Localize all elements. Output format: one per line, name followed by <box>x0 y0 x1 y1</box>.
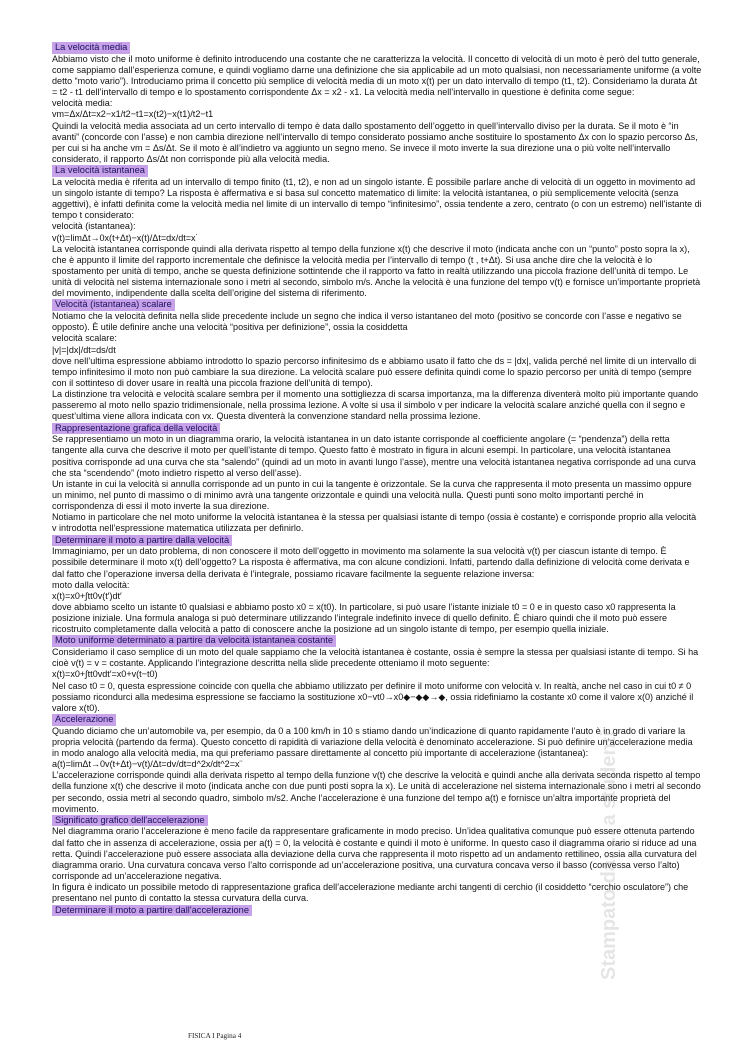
paragraph: Nel diagramma orario l’accelerazione è meno facile da rappresentare graficamente in modo preciso. Un’idea qualitativa comunque può essere ottenuta partendo dal fatto che in assenza di accelerazione, ossia per a(t) = 0, la velocità è costante e quindi il moto è uniforme. In questo caso il diagramma orario si riduce ad una retta. Quindi l’accelerazione può essere associata alla deviazione della curva che rappresenta il moto rispetto ad un andamento rettilineo, ossia alla curvatura del diagramma orario. Una curvatura concava verso l’alto corrisponde ad un’accelerazione positiva, una curvatura concava verso il basso (convessa verso l’alto) corrisponde ad un’accelerazione negativa. <box>52 826 697 882</box>
paragraph: Notiamo in particolare che nel moto uniforme la velocità istantanea è la stessa per qualsiasi istante di tempo (ossia è costante) e corrisponde proprio alla velocità v introdotta nell’espressione matematica utilizzata per definirlo. <box>52 512 697 534</box>
paragraph: velocità media: <box>52 98 113 109</box>
paragraph: x(t)=x0+∫tt0v(t′)dt′ <box>52 590 122 601</box>
paragraph: velocità (istantanea): <box>52 221 136 232</box>
section <box>52 423 702 535</box>
paragraph: In figura è indicato un possibile metodo di rappresentazione grafica dell’accelerazione mediante archi tangenti di cerchio (il cosiddetto “cerchio osculatore”) che presentano nel punto di contatto la stessa curvatura della curva. <box>52 882 689 904</box>
section-title: Rappresentazione grafica della velocità <box>52 423 220 435</box>
paragraph: |v|=|dx|/dt=ds/dt <box>52 344 116 355</box>
paragraph: dove abbiamo scelto un istante t0 qualsiasi e abbiamo posto x0 = x(t0). In particolare, si può usare l’istante iniziale t0 = 0 e in questo caso x0 rappresenta la posizione iniziale. Una formula analoga si può determinare utilizzando l’integrale indefinito invece di quello definito. È chiaro quindi che il moto può essere ricostruito completamente dalla velocità a patto di conoscere anche la posizione ad un singolo istante di tempo, per esempio quella iniziale. <box>52 602 676 635</box>
paragraph: La velocità istantanea corrisponde quindi alla derivata rispetto al tempo della funzione x(t) che descrive il moto (indicata anche con un “punto” posto sopra la x), che è appunto il limite del rapporto incrementale che definisce la velocità media per l’intervallo di tempo (t , t+Δt). Si usa anche dire che la velocità è lo spostamento per unità di tempo, anche se questa definizione sottintende che il rapporto va fatto in realtà utilizzando una piccola frazione dell’unità di tempo. Le unità di velocità nel sistema internazionale sono i metri al secondo, simbolo m/s. Anche la velocità è una funzione del tempo v(t) e fornisce un’importante proprietà del movimento, indipendente dalla scelta dell’origine del sistema di riferimento. <box>52 243 701 299</box>
section <box>52 299 702 422</box>
section <box>52 42 702 165</box>
paragraph: Se rappresentiamo un moto in un diagramma orario, la velocità istantanea in un dato istante corrisponde al coefficiente angolare (= “pendenza”) della retta tangente alla curva che descrive il moto per quell’istante di tempo. Questo fatto è mostrato in figura in alcuni esempi. In particolare, una velocità istantanea positiva corrisponde ad una curva che sta “salendo” (quindi ad un moto in avanti lungo l’asse), mentre una velocità istantanea negativa corrisponde ad una curva che sta “scendendo” (moto indietro rispetto al verso dell’asse). <box>52 434 696 478</box>
paragraph: Nel caso t0 = 0, questa espressione coincide con quella che abbiamo utilizzato per definire il moto uniforme con velocità v. In realtà, anche nel caso in cui t0 ≠ 0 possiamo ricondurci alla medesima espressione se facciamo la sostituzione x0−vt0→x0◆−◆◆→◆, ossia ridefiniamo la costante x0 come il valore x(0) anziché il valore x(t0). <box>52 680 694 713</box>
paragraph: moto dalla velocità: <box>52 579 130 590</box>
paragraph: v(t)=limΔt→0x(t+Δt)−x(t)/Δt=dx/dt=x˙ <box>52 232 199 243</box>
paragraph: Notiamo che la velocità definita nella slide precedente include un segno che indica il verso istantaneo del moto (positivo se concorde con l’asse e negativo se opposto). È utile definire anche una velocità “positiva per definizione”, ossia la cosiddetta <box>52 311 682 333</box>
paragraph: Quindi la velocità media associata ad un certo intervallo di tempo è data dallo spostamento dell’oggetto in quell’intervallo diviso per la durata. Se il moto è “in avanti” (concorde con l’asse) e non cambia direzione nell’intervallo di tempo considerato possiamo anche sostituire lo spostamento Δx con lo spazio percorso Δs, per cui si ha anche vm = Δs/Δt. Se il moto è all’indietro va aggiunto un segno meno. Se invece il moto inverte la sua direzione una o più volte nell’intervallo considerato, il rapporto Δs/Δt non corrisponde più alla velocità media. <box>52 120 698 164</box>
paragraph: dove nell’ultima espressione abbiamo introdotto lo spazio percorso infinitesimo ds e abbiamo usato il fatto che ds = |dx|, valida perché nel limite di un intervallo di tempo infinitesimo il moto non può cambiare la sua direzione. La velocità scalare può essere definita quindi come lo spazio percorso per unità di tempo (sempre con il sottinteso di dover usare in realtà una piccola frazione dell’unità di tempo). <box>52 355 697 388</box>
paragraph: Immaginiamo, per un dato problema, di non conoscere il moto dell’oggetto in movimento ma solamente la sua velocità v(t) per ciascun istante di tempo. È possibile determinare il moto x(t) dell’oggetto? La risposta è affermativa, ma con alcune condizioni. Infatti, partendo dalla definizione di velocità come derivata e dal fatto che l’operazione inversa della derivata è l’integrale, possiamo ricavare facilmente la seguente relazione inversa: <box>52 546 690 579</box>
watermark: Stampato da: ... a studenti <box>598 731 620 980</box>
section-title: Determinare il moto a partire dalla velocità <box>52 535 232 547</box>
paragraph: La distinzione tra velocità e velocità scalare sembra per il momento una sottigliezza di scarsa importanza, ma la differenza diventerà molto più importante quando passeremo al moto nello spazio tridimensionale, nella prossima lezione. A volte si usa il simbolo v per indicare la velocità scalare anziché quella con il segno e quest’ultima viene allora indicata con vx. Questa diventerà la convenzione standard nella prossima lezione. <box>52 389 699 422</box>
section-title: La velocità media <box>52 42 130 54</box>
paragraph: Un istante in cui la velocità si annulla corrisponde ad un punto in cui la tangente è orizzontale. Se la curva che rappresenta il moto presenta un massimo oppure un minimo, nel punto di massimo o di minimo avrà una tangente orizzontale e quindi una velocità nulla. Questi punti sono molto importanti perché in corrispondenza di essi il moto inverte la sua direzione. <box>52 478 692 512</box>
paragraph: L’accelerazione corrisponde quindi alla derivata rispetto al tempo della funzione v(t) che descrive la velocità e quindi anche alla derivata seconda rispetto al tempo della funzione x(t) che descrive il moto (indicata anche con due punti posti sopra la x). Le unità di accelerazione nel sistema internazionale sono i metri al secondo per secondo, ossia metri al secondo quadro, simbolo m/s2. Anche l’accelerazione è una funzione del tempo a(t) e fornisce un’altra importante proprietà del movimento. <box>52 770 701 814</box>
section-title: Moto uniforme determinato a partire da velocità istantanea costante <box>52 635 336 647</box>
section-title: Determinare il moto a partire dall'accelerazione <box>52 905 252 917</box>
section-title: Accelerazione <box>52 714 116 726</box>
paragraph: a(t)=limΔt→0v(t+Δt)−v(t)/Δt=dv/dt=d^2x/dt^2=x¨ <box>52 759 243 770</box>
section-title: La velocità istantanea <box>52 165 148 177</box>
paragraph: vm=Δx/Δt=x2−x1/t2−t1=x(t2)−x(t1)/t2−t1 <box>52 109 214 120</box>
paragraph: Consideriamo il caso semplice di un moto del quale sappiamo che la velocità istantanea è costante, ossia è sempre la stessa per qualsiasi istante di tempo. Si ha cioè v(t) = v = costante. Applicando l’integrazione descritta nella slide precedente otteniamo il moto seguente: <box>52 647 699 669</box>
paragraph: x(t)=x0+∫tt0vdt′=x0+v(t−t0) <box>52 669 158 680</box>
section-title: Velocità (istantanea) scalare <box>52 299 175 311</box>
paragraph: velocità scalare: <box>52 333 117 344</box>
section-title: Significato grafico dell'accelerazione <box>52 815 208 827</box>
paragraph: La velocità media è riferita ad un intervallo di tempo finito (t1, t2), e non ad un singolo istante. È possibile parlare anche di velocità di un oggetto in movimento ad un singolo istante di tempo? La risposta è affermativa e si basa sul concetto matematico di limite: la velocità istantanea, o più semplicemente velocità (senza aggettivi), è infatti definita come la velocità media nel limite di un intervallo di tempo “infinitesimo”, ossia tendente a zero, centrato (o con un estremo) nell’istante di tempo t considerato: <box>52 176 702 221</box>
page-footer: FISICA I Pagina 4 <box>188 1032 242 1040</box>
paragraph: Abbiamo visto che il moto uniforme è definito introducendo una costante che ne caratterizza la velocità. Il concetto di velocità di un moto è però del tutto generale, come sappiamo dall’esperienza comune, e quindi vogliamo darne una definizione che sia applicabile ad un moto qualsiasi, non necessariamente uniforme (a volte detto “moto vario”). Introduciamo prima il concetto più semplice di velocità media di un moto x(t) per un dato intervallo di tempo (t1, t2). Consideriamo la durata Δt = t2 - t1 dell’intervallo di tempo e lo spostamento corrispondente Δx = x2 - x1. La velocità media nell’intervallo in questione è definita come segue: <box>52 53 702 98</box>
section <box>52 165 702 299</box>
paragraph: Quando diciamo che un’automobile va, per esempio, da 0 a 100 km/h in 10 s stiamo dando un’indicazione di quanto rapidamente l’auto è in grado di variare la propria velocità (partendo da ferma). Questo concetto di rapidità di variazione della velocità è denominato accelerazione. Si può definire un’accelerazione media in modo analogo alla velocità media, ma qui preferiamo passare direttamente al concetto più importante di accelerazione (istantanea): <box>52 725 693 758</box>
